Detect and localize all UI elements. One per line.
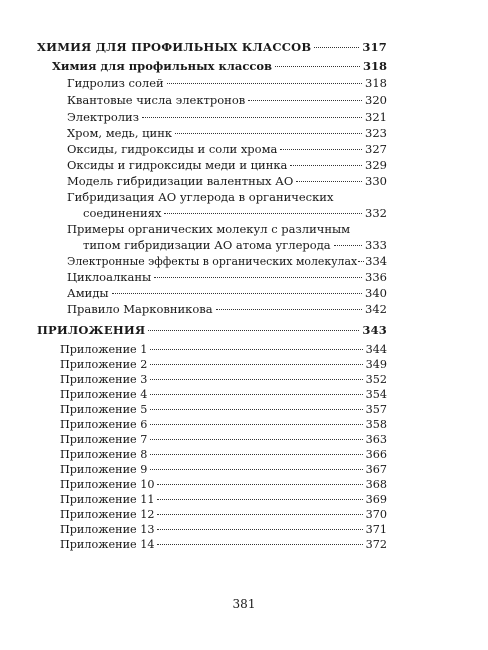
dot-leader [358,261,364,262]
toc-entry-title: соединениях [83,206,162,220]
toc-appendix-entry [60,418,387,431]
toc-appendix-entry [60,358,387,371]
toc-appendix-entry [60,388,387,401]
toc-entry-title: Приложение 12 [60,508,155,521]
dot-leader [314,47,359,48]
dot-leader [150,409,362,410]
dot-leader [157,484,362,485]
toc-page-number: 340 [365,286,387,300]
toc-page-number: 318 [365,76,387,90]
dot-leader [248,100,362,101]
toc-entry-title: Приложение 8 [60,448,148,461]
toc-entry-title: Оксиды, гидроксиды и соли хрома [67,142,278,156]
toc-entry [67,111,387,124]
toc-section-title: ПРИЛОЖЕНИЯ [37,323,146,337]
toc-entry-title: Приложение 5 [60,403,148,416]
toc-entry-title: Приложение 6 [60,418,148,431]
toc-page-number: 327 [365,142,387,156]
dot-leader [167,83,362,84]
toc-subsection-title: Химия для профильных классов [52,59,273,73]
toc-entry-title: типом гибридизации АО атома углерода [83,238,331,252]
toc-appendix-entry [60,373,387,386]
toc-entry-title: Электронные эффекты в органических молекулах [67,255,358,268]
toc-page-number: 369 [365,493,387,506]
dot-leader [150,349,362,350]
dot-leader [150,469,362,470]
toc-page-number: 323 [365,126,387,140]
dot-leader [280,149,362,150]
toc-appendix-entry [60,448,387,461]
toc-page-number: 358 [365,418,387,431]
toc-section-title: ХИМИЯ ДЛЯ ПРОФИЛЬНЫХ КЛАССОВ [37,40,312,54]
toc-page-number: 352 [365,373,387,386]
toc-entry-title: Приложение 1 [60,343,148,356]
toc-appendix-entry [60,523,387,536]
toc-entry-title: Циклоалканы [67,270,152,284]
toc-section-appendices [37,324,387,337]
dot-leader [157,529,362,530]
toc-appendix-entry [60,403,387,416]
dot-leader [157,514,362,515]
dot-leader [150,424,362,425]
toc-entry-title: Правило Марковникова [67,302,213,316]
toc-page-number: 334 [365,254,388,268]
toc-page-number: 336 [365,270,387,284]
toc-appendix-entry [60,508,387,521]
toc-appendix-entry [60,538,387,551]
toc-page-number: 321 [365,110,387,124]
toc-entry [67,77,387,90]
toc-page-number: 332 [365,206,387,220]
toc-page-number: 333 [365,238,387,252]
toc-page-number: 363 [365,433,387,446]
toc-page-number: 344 [365,343,387,356]
dot-leader [112,293,362,294]
toc-entry-title: Электролиз [67,110,139,124]
toc-page-number: 366 [365,448,387,461]
dot-leader [150,454,362,455]
toc-entry-title: Приложение 7 [60,433,148,446]
dot-leader [164,213,362,214]
dot-leader [334,245,362,246]
toc-entry-title: Приложение 11 [60,493,155,506]
toc-page-number: 357 [365,403,387,416]
toc-entry [67,255,387,268]
toc-entry-title: Приложение 13 [60,523,155,536]
toc-entry [83,239,387,252]
toc-page-number: 343 [362,323,387,337]
toc-page-number: 354 [365,388,387,401]
toc-page-number: 368 [365,478,387,491]
dot-leader [154,277,362,278]
toc-page-number: 330 [365,174,387,188]
toc-entry-title: Модель гибридизации валентных АО [67,174,294,188]
toc-entry-title: Амиды [67,286,109,300]
toc-entry [83,207,387,220]
toc-entry [67,94,387,107]
toc-entry-title: Гидролиз солей [67,76,164,90]
toc-entry-first-line: Примеры органических молекул с различным [67,222,351,236]
dot-leader [157,544,362,545]
toc-entry [67,287,387,300]
toc-page-number: 367 [365,463,387,476]
dot-leader [157,499,362,500]
toc-entry-title: Квантовые числа электронов [67,93,246,107]
toc-page-number: 317 [362,40,387,54]
toc-subsection-chemistry [52,60,387,73]
toc-entry [67,127,387,140]
toc-entry-title: Приложение 4 [60,388,148,401]
toc-entry [67,271,387,284]
toc-entry-first-line: Гибридизация АО углерода в органических [67,190,334,204]
toc-page-number: 370 [365,508,387,521]
toc-appendix-entry [60,343,387,356]
dot-leader [150,379,362,380]
dot-leader [150,364,362,365]
dot-leader [175,133,362,134]
toc-entry-title: Приложение 14 [60,538,155,551]
toc-entry [67,303,387,316]
toc-page-number: 349 [365,358,387,371]
toc-entry-title: Оксиды и гидроксиды меди и цинка [67,158,288,172]
dot-leader [216,309,362,310]
toc-appendix-entry [60,463,387,476]
toc-page-number: 372 [365,538,387,551]
toc-entry [67,159,387,172]
toc-entry-title: Приложение 2 [60,358,148,371]
toc-entry-title: Приложение 3 [60,373,148,386]
dot-leader [150,439,362,440]
toc-appendix-entry [60,433,387,446]
page-number-footer: 381 [232,597,256,611]
toc-entry-title: Приложение 9 [60,463,148,476]
toc-entry-title: Хром, медь, цинк [67,126,173,140]
dot-leader [296,181,362,182]
toc-page-number: 320 [365,93,387,107]
dot-leader [290,165,362,166]
toc-entry-title: Приложение 10 [60,478,155,491]
toc-page-number: 329 [365,158,387,172]
toc-entry [67,143,387,156]
dot-leader [150,394,362,395]
toc-entry [67,175,387,188]
dot-leader [148,330,359,331]
toc-page-number: 318 [362,59,387,73]
toc-appendix-entry [60,493,387,506]
toc-page-number: 371 [365,523,387,536]
toc-section-chemistry [37,41,387,54]
dot-leader [275,66,360,67]
toc-page-number: 342 [365,302,387,316]
dot-leader [142,117,362,118]
toc-appendix-entry [60,478,387,491]
